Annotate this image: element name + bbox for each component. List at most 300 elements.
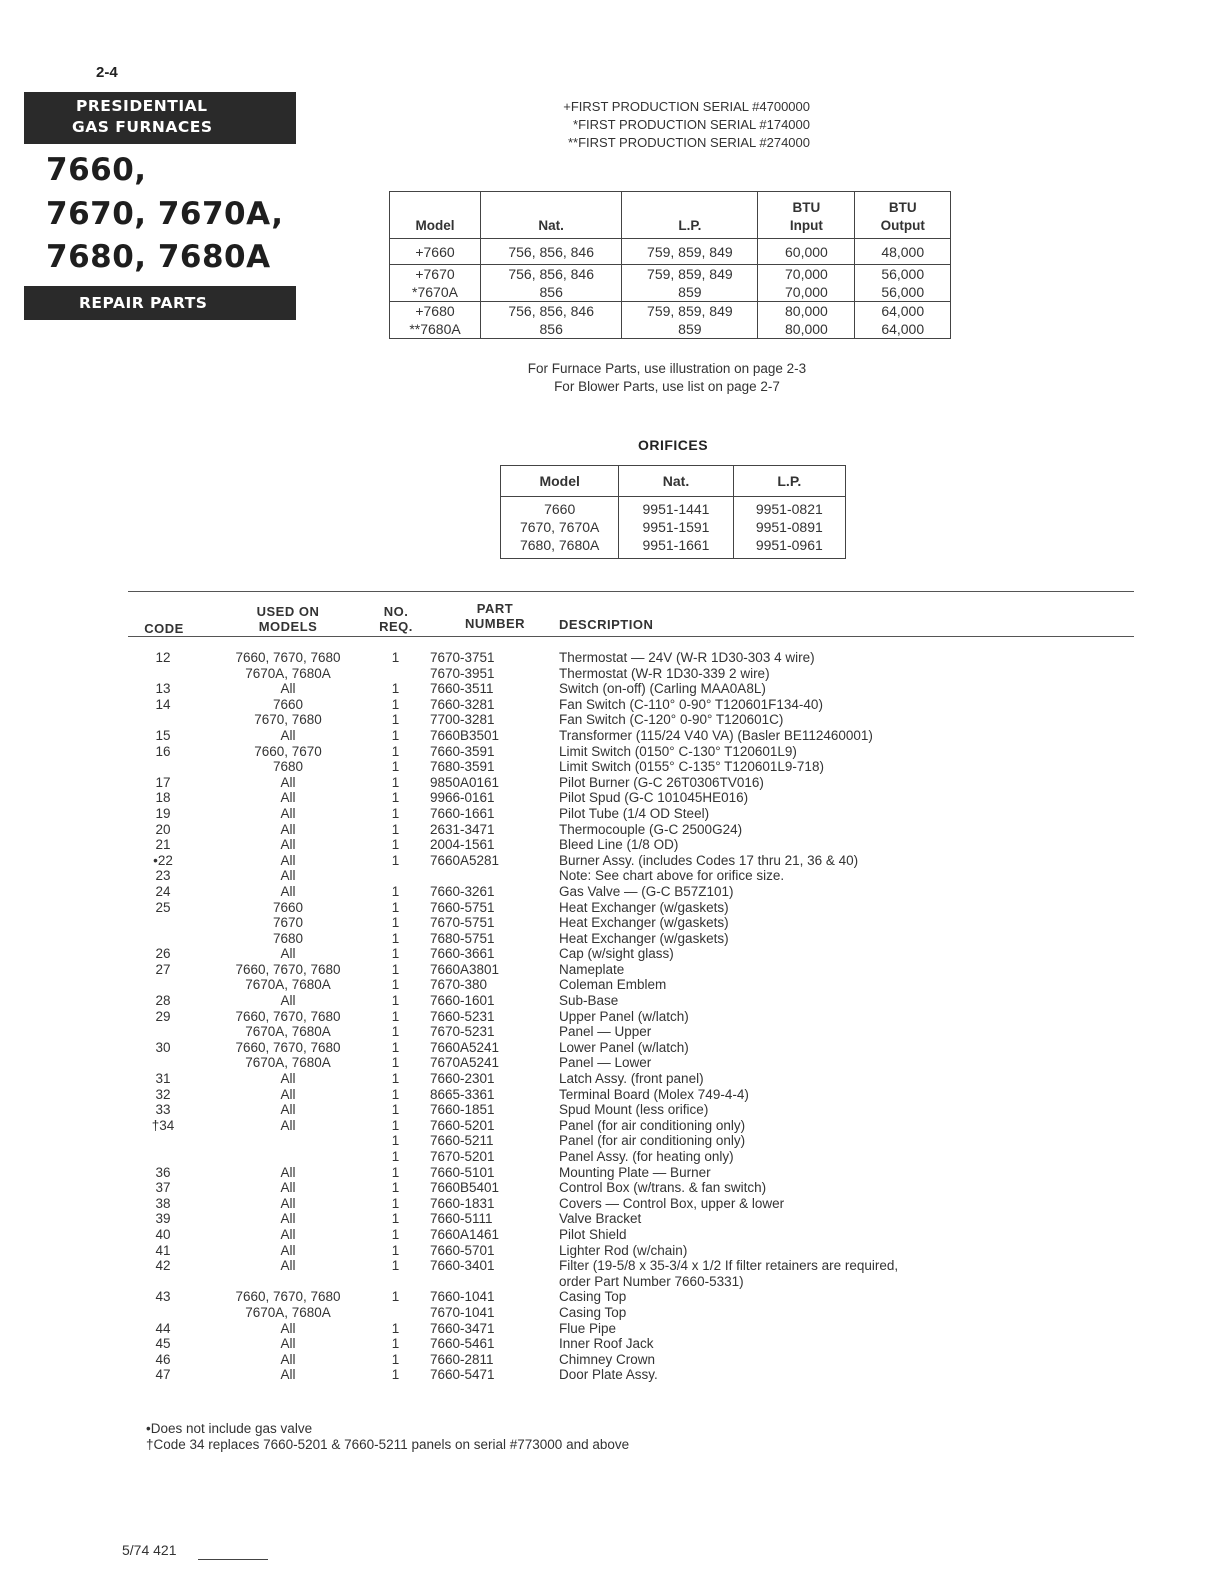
cell-line: 80,000 bbox=[785, 303, 828, 319]
part-used-on: 7670A, 7680A bbox=[245, 1055, 331, 1071]
part-used-on: All bbox=[280, 1164, 296, 1180]
cell-line: 7670, 7670A bbox=[519, 519, 600, 535]
part-used-on: 7660, 7670, 7680 bbox=[235, 961, 341, 977]
part-code: 17 bbox=[155, 774, 171, 790]
part-used-on: 7670A, 7680A bbox=[245, 665, 331, 681]
part-description: Bleed Line (1/8 OD) bbox=[559, 837, 679, 853]
part-number: 7660-3471 bbox=[430, 1320, 495, 1336]
parts-row bbox=[128, 1274, 988, 1290]
part-qty: 1 bbox=[391, 1164, 400, 1180]
parts-row bbox=[128, 1024, 988, 1040]
cell-line: **7680A bbox=[409, 321, 461, 337]
part-description: Heat Exchanger (w/gaskets) bbox=[559, 899, 729, 915]
part-qty: 1 bbox=[391, 805, 400, 821]
part-number: 7660-1831 bbox=[430, 1195, 495, 1211]
part-description: Valve Bracket bbox=[559, 1211, 642, 1227]
part-qty: 1 bbox=[391, 1336, 400, 1352]
part-code: 37 bbox=[155, 1180, 171, 1196]
part-description: Gas Valve — (G-C B57Z101) bbox=[559, 883, 734, 899]
part-qty: 1 bbox=[391, 899, 400, 915]
parts-row bbox=[128, 1211, 988, 1227]
cell-input bbox=[758, 265, 855, 302]
part-description: Coleman Emblem bbox=[559, 977, 667, 993]
part-description: Cap (w/sight glass) bbox=[559, 946, 674, 962]
parts-row bbox=[128, 1196, 988, 1212]
part-number: 7660B3501 bbox=[430, 727, 500, 743]
part-description: Control Box (w/trans. & fan switch) bbox=[559, 1180, 767, 1196]
cell-line: 9951-0821 bbox=[755, 501, 823, 517]
furnace-parts-note bbox=[490, 360, 844, 396]
part-number: 7660-5701 bbox=[430, 1242, 495, 1258]
part-description: Pilot Burner (G-C 26T0306TV016) bbox=[559, 774, 764, 790]
header-nat: Nat. bbox=[481, 192, 622, 239]
part-description: Pilot Tube (1/4 OD Steel) bbox=[559, 805, 710, 821]
part-used-on: 7660, 7670, 7680 bbox=[235, 650, 341, 665]
part-qty: 1 bbox=[391, 1211, 400, 1227]
part-qty: 1 bbox=[391, 1226, 400, 1242]
parts-row bbox=[128, 744, 988, 760]
cell-output bbox=[855, 302, 951, 339]
part-number: 7670-3951 bbox=[430, 665, 495, 681]
part-number: 9966-0161 bbox=[430, 790, 495, 806]
cell-line: 7680, 7680A bbox=[519, 537, 600, 553]
cell-output bbox=[855, 265, 951, 302]
parts-header-description: DESCRIPTION bbox=[559, 617, 654, 632]
part-code: 45 bbox=[155, 1336, 171, 1352]
part-used-on: All bbox=[280, 1367, 296, 1383]
part-code: 43 bbox=[155, 1289, 171, 1305]
part-qty: 1 bbox=[391, 852, 400, 868]
part-code: 31 bbox=[155, 1071, 171, 1087]
cell-nat bbox=[481, 265, 622, 302]
part-qty: 1 bbox=[391, 1008, 400, 1024]
part-description: Fan Switch (C-120° 0-90° T120601C) bbox=[559, 712, 784, 728]
cell-model bbox=[390, 239, 481, 265]
part-code: 25 bbox=[155, 899, 171, 915]
repair-parts-banner: REPAIR PARTS bbox=[24, 286, 296, 320]
parts-row bbox=[128, 1305, 988, 1321]
parts-row bbox=[128, 1321, 988, 1337]
cell-line: 7660 bbox=[544, 501, 576, 517]
part-qty: 1 bbox=[391, 743, 400, 759]
part-number: 7670-380 bbox=[430, 977, 488, 993]
part-number: 7660-2301 bbox=[430, 1071, 495, 1087]
parts-row bbox=[128, 1289, 988, 1305]
part-code: †34 bbox=[151, 1117, 175, 1133]
part-description: Filter (19-5/8 x 35-3/4 x 1/2 If filter retainers are required, bbox=[559, 1258, 899, 1274]
header-btu-input: BTU Input bbox=[758, 192, 855, 239]
parts-row bbox=[128, 1055, 988, 1071]
part-number: 7670-5231 bbox=[430, 1024, 495, 1040]
part-qty: 1 bbox=[391, 696, 400, 712]
part-used-on: All bbox=[280, 681, 296, 697]
part-code: 13 bbox=[155, 681, 171, 697]
part-code: •22 bbox=[153, 852, 173, 868]
part-code: 41 bbox=[155, 1242, 171, 1258]
part-qty: 1 bbox=[391, 930, 400, 946]
cell-line: 856 bbox=[539, 284, 563, 300]
part-description: Burner Assy. (includes Codes 17 thru 21, 36 & 40) bbox=[559, 852, 859, 868]
part-number: 7660-5101 bbox=[430, 1164, 495, 1180]
part-qty: 1 bbox=[391, 759, 400, 775]
parts-row bbox=[128, 946, 988, 962]
part-qty: 1 bbox=[391, 1149, 400, 1164]
cell-line: 859 bbox=[678, 321, 702, 337]
part-code: 28 bbox=[155, 993, 171, 1009]
parts-table-top-rule bbox=[128, 591, 1134, 592]
serial-note: +FIRST PRODUCTION SERIAL #4700000 bbox=[563, 99, 810, 114]
model-table-row bbox=[390, 302, 951, 339]
series-banner bbox=[24, 92, 296, 144]
parts-row bbox=[128, 1165, 988, 1181]
cell-line: 756, 856, 846 bbox=[508, 303, 594, 319]
series-banner-line-2: GAS FURNACES bbox=[72, 118, 213, 136]
part-used-on: All bbox=[280, 1336, 296, 1352]
parts-row bbox=[128, 1102, 988, 1118]
part-description: Pilot Shield bbox=[559, 1226, 627, 1242]
part-used-on: 7670, 7680 bbox=[254, 712, 322, 728]
part-used-on: All bbox=[280, 883, 296, 899]
cell-line: 9951-0891 bbox=[755, 519, 823, 535]
part-qty: 1 bbox=[391, 1086, 400, 1102]
footnote: •Does not include gas valve bbox=[146, 1421, 313, 1436]
part-description: Lower Panel (w/latch) bbox=[559, 1039, 689, 1055]
part-description: Nameplate bbox=[559, 961, 625, 977]
header-btu-output: BTU Output bbox=[855, 192, 951, 239]
parts-row bbox=[128, 1087, 988, 1103]
part-used-on: All bbox=[280, 774, 296, 790]
part-number: 7660-3591 bbox=[430, 743, 495, 759]
parts-row bbox=[128, 728, 988, 744]
part-description: Panel (for air conditioning only) bbox=[559, 1117, 746, 1133]
part-code: 26 bbox=[155, 946, 171, 962]
cell-line: 80,000 bbox=[785, 321, 828, 337]
part-number: 7660A3801 bbox=[430, 961, 500, 977]
parts-row bbox=[128, 1180, 988, 1196]
cell-line: 48,000 bbox=[881, 243, 925, 260]
part-qty: 1 bbox=[391, 1242, 400, 1258]
part-qty: 1 bbox=[391, 1351, 400, 1367]
parts-row bbox=[128, 915, 988, 931]
part-description: Thermocouple (G-C 2500G24) bbox=[559, 821, 743, 837]
part-number: 7660-3401 bbox=[430, 1258, 495, 1274]
part-code: 19 bbox=[155, 805, 171, 821]
part-used-on: All bbox=[280, 946, 296, 962]
cell-line: 60,000 bbox=[785, 243, 828, 260]
part-description: Thermostat (W-R 1D30-339 2 wire) bbox=[559, 665, 770, 681]
part-description: Heat Exchanger (w/gaskets) bbox=[559, 915, 729, 931]
part-used-on: All bbox=[280, 1195, 296, 1211]
parts-table-header-rule bbox=[128, 636, 1134, 637]
parts-header-used-on: USED ON MODELS bbox=[256, 604, 320, 634]
part-used-on: 7670A, 7680A bbox=[245, 977, 331, 993]
part-used-on: 7670 bbox=[272, 915, 304, 931]
part-qty: 1 bbox=[391, 1133, 400, 1149]
cell-line: 56,000 bbox=[881, 266, 925, 282]
model-table-row bbox=[390, 239, 951, 265]
part-number: 7670-5751 bbox=[430, 915, 495, 931]
part-description: Panel — Upper bbox=[559, 1024, 652, 1040]
part-number: 7660-3511 bbox=[430, 681, 494, 697]
part-used-on: All bbox=[280, 1102, 296, 1118]
note-line: For Blower Parts, use list on page 2-7 bbox=[554, 379, 780, 394]
part-number: 7660-5211 bbox=[430, 1133, 494, 1149]
part-number: 9850A0161 bbox=[430, 774, 500, 790]
cell-model bbox=[390, 265, 481, 302]
part-qty: 1 bbox=[391, 1102, 400, 1118]
part-number: 7670-5201 bbox=[430, 1149, 495, 1164]
cell-line: 64,000 bbox=[881, 303, 925, 319]
part-code: 12 bbox=[155, 650, 171, 665]
part-code: 30 bbox=[155, 1039, 171, 1055]
cell-line: 759, 859, 849 bbox=[647, 303, 733, 319]
cell-lp bbox=[622, 302, 758, 339]
part-description: Panel Assy. (for heating only) bbox=[559, 1149, 734, 1164]
parts-row bbox=[128, 759, 988, 775]
part-description: Mounting Plate — Burner bbox=[559, 1164, 711, 1180]
part-qty: 1 bbox=[391, 977, 400, 993]
orifice-nat bbox=[619, 497, 733, 559]
part-code: 23 bbox=[155, 868, 171, 884]
part-code: 29 bbox=[155, 1008, 171, 1024]
cell-line: +7680 bbox=[415, 303, 455, 319]
cell-line: +7670 bbox=[415, 266, 455, 282]
part-description: Sub-Base bbox=[559, 993, 619, 1009]
part-number: 7660-5471 bbox=[430, 1367, 495, 1383]
part-code: 44 bbox=[155, 1320, 171, 1336]
part-code: 27 bbox=[155, 961, 171, 977]
part-used-on: 7660, 7670 bbox=[254, 743, 322, 759]
parts-row bbox=[128, 884, 988, 900]
parts-row bbox=[128, 1040, 988, 1056]
cell-line: 56,000 bbox=[881, 284, 925, 300]
part-qty: 1 bbox=[391, 1039, 400, 1055]
parts-row bbox=[128, 1149, 988, 1165]
part-qty: 1 bbox=[391, 650, 400, 665]
cell-lp bbox=[622, 239, 758, 265]
header-lp: L.P. bbox=[622, 192, 758, 239]
part-code: 39 bbox=[155, 1211, 171, 1227]
parts-row bbox=[128, 1243, 988, 1259]
part-number: 7660-5201 bbox=[430, 1117, 495, 1133]
part-qty: 1 bbox=[391, 883, 400, 899]
cell-line: +7660 bbox=[415, 243, 455, 260]
cell-input bbox=[758, 239, 855, 265]
date-code: 5/74 421 bbox=[122, 1542, 177, 1558]
part-used-on: 7660 bbox=[272, 899, 304, 915]
parts-header-code: CODE bbox=[144, 621, 184, 636]
part-used-on: 7680 bbox=[272, 759, 304, 775]
part-number: 7660-1851 bbox=[430, 1102, 495, 1118]
part-number: 7680-3591 bbox=[430, 759, 495, 775]
part-number: 7660-5461 bbox=[430, 1336, 495, 1352]
part-description: Casing Top bbox=[559, 1304, 627, 1320]
part-description: Spud Mount (less orifice) bbox=[559, 1102, 709, 1118]
part-number: 7660-3661 bbox=[430, 946, 495, 962]
part-code: 18 bbox=[155, 790, 171, 806]
parts-row bbox=[128, 993, 988, 1009]
cell-line: 9951-1591 bbox=[642, 519, 710, 535]
part-description: Panel (for air conditioning only) bbox=[559, 1133, 746, 1149]
part-number: 7660-5751 bbox=[430, 899, 495, 915]
part-number: 7660-1661 bbox=[430, 805, 495, 821]
part-code: 33 bbox=[155, 1102, 171, 1118]
part-qty: 1 bbox=[391, 821, 400, 837]
parts-row bbox=[128, 1227, 988, 1243]
part-code: 16 bbox=[155, 743, 171, 759]
part-used-on: All bbox=[280, 790, 296, 806]
parts-row bbox=[128, 1258, 988, 1274]
model-table bbox=[389, 191, 951, 339]
part-used-on: 7670A, 7680A bbox=[245, 1304, 331, 1320]
parts-row bbox=[128, 681, 988, 697]
part-used-on: All bbox=[280, 1258, 296, 1274]
part-qty: 1 bbox=[391, 712, 400, 728]
part-used-on: 7660 bbox=[272, 696, 304, 712]
part-qty: 1 bbox=[391, 727, 400, 743]
part-number: 7660A5281 bbox=[430, 852, 500, 868]
cell-lp bbox=[622, 265, 758, 302]
footnote: †Code 34 replaces 7660-5201 & 7660-5211 panels on serial #773000 and above bbox=[146, 1436, 630, 1452]
orifice-table-header bbox=[501, 466, 846, 497]
part-description: Inner Roof Jack bbox=[559, 1336, 654, 1352]
part-number: 7660B5401 bbox=[430, 1180, 500, 1196]
part-number: 7660-2811 bbox=[430, 1351, 494, 1367]
part-number: 7660-3281 bbox=[430, 696, 495, 712]
part-used-on: 7660, 7670, 7680 bbox=[235, 1008, 341, 1024]
part-qty: 1 bbox=[391, 1258, 400, 1274]
part-description: Transformer (115/24 V40 VA) (Basler BE112460001) bbox=[559, 727, 873, 743]
parts-row bbox=[128, 650, 988, 666]
part-qty: 1 bbox=[391, 1024, 400, 1040]
part-used-on: 7670A, 7680A bbox=[245, 1024, 331, 1040]
part-description: Limit Switch (0150° C-130° T120601L9) bbox=[559, 743, 797, 759]
parts-header-no-req: NO. REQ. bbox=[379, 604, 413, 634]
parts-row bbox=[128, 1133, 988, 1149]
part-used-on: 7660, 7670, 7680 bbox=[235, 1289, 341, 1305]
part-code: 47 bbox=[155, 1367, 171, 1383]
part-description: Pilot Spud (G-C 101045HE016) bbox=[559, 790, 749, 806]
part-description: Fan Switch (C-110° 0-90° T120601F134-40) bbox=[559, 696, 823, 712]
part-number: 2004-1561 bbox=[430, 837, 495, 853]
part-description: order Part Number 7660-5331) bbox=[559, 1273, 744, 1289]
parts-row bbox=[128, 1009, 988, 1025]
part-used-on: 7680 bbox=[272, 930, 304, 946]
part-used-on: All bbox=[280, 1086, 296, 1102]
orifice-models bbox=[501, 497, 619, 559]
parts-row bbox=[128, 1118, 988, 1134]
model-table-header bbox=[390, 192, 951, 239]
footnotes bbox=[146, 1421, 629, 1452]
cell-line: 759, 859, 849 bbox=[647, 243, 733, 260]
part-number: 2631-3471 bbox=[430, 821, 495, 837]
parts-row bbox=[128, 853, 988, 869]
serial-note: *FIRST PRODUCTION SERIAL #174000 bbox=[573, 117, 810, 132]
parts-row bbox=[128, 868, 988, 884]
part-description: Casing Top bbox=[559, 1289, 627, 1305]
part-description: Chimney Crown bbox=[559, 1351, 656, 1367]
part-qty: 1 bbox=[391, 774, 400, 790]
part-qty: 1 bbox=[391, 837, 400, 853]
part-description: Thermostat — 24V (W-R 1D30-303 4 wire) bbox=[559, 650, 815, 665]
model-title-line-1: 7660, bbox=[46, 152, 147, 188]
model-title-line-3: 7680, 7680A bbox=[46, 239, 271, 275]
part-description: Panel — Lower bbox=[559, 1055, 652, 1071]
part-description: Switch (on-off) (Carling MAA0A8L) bbox=[559, 681, 766, 697]
model-table-row bbox=[390, 265, 951, 302]
cell-nat bbox=[481, 239, 622, 265]
cell-line: 70,000 bbox=[785, 284, 828, 300]
part-number: 7660-1601 bbox=[430, 993, 495, 1009]
part-number: 7660-5111 bbox=[430, 1211, 493, 1227]
serial-note: **FIRST PRODUCTION SERIAL #274000 bbox=[567, 135, 810, 150]
orifice-lp bbox=[733, 497, 845, 559]
part-used-on: All bbox=[280, 1320, 296, 1336]
part-code: 40 bbox=[155, 1226, 171, 1242]
part-qty: 1 bbox=[391, 1071, 400, 1087]
part-used-on: All bbox=[280, 805, 296, 821]
part-used-on: All bbox=[280, 821, 296, 837]
part-qty: 1 bbox=[391, 1117, 400, 1133]
part-used-on: All bbox=[280, 1211, 296, 1227]
part-qty: 1 bbox=[391, 1180, 400, 1196]
note-line: For Furnace Parts, use illustration on page 2-3 bbox=[527, 361, 807, 376]
header-model: Model bbox=[390, 192, 481, 239]
part-description: Upper Panel (w/latch) bbox=[559, 1008, 689, 1024]
cell-line: 756, 856, 846 bbox=[508, 243, 594, 260]
parts-row bbox=[128, 900, 988, 916]
part-code: 14 bbox=[155, 696, 171, 712]
header-lp: L.P. bbox=[733, 466, 845, 497]
part-used-on: All bbox=[280, 1117, 296, 1133]
header-model: Model bbox=[501, 466, 619, 497]
part-used-on: 7660, 7670, 7680 bbox=[235, 1039, 341, 1055]
part-code: 15 bbox=[155, 727, 171, 743]
part-number: 7660A1461 bbox=[430, 1226, 500, 1242]
part-code: 36 bbox=[155, 1164, 171, 1180]
part-number: 7660-1041 bbox=[430, 1289, 495, 1305]
series-banner-line-1: PRESIDENTIAL bbox=[76, 97, 208, 115]
part-used-on: All bbox=[280, 837, 296, 853]
part-description: Covers — Control Box, upper & lower bbox=[559, 1195, 785, 1211]
part-description: Note: See chart above for orifice size. bbox=[559, 868, 785, 884]
cell-nat bbox=[481, 302, 622, 339]
date-underline bbox=[198, 1559, 268, 1560]
part-used-on: All bbox=[280, 852, 296, 868]
part-qty: 1 bbox=[391, 681, 400, 697]
part-number: 7660-5231 bbox=[430, 1008, 495, 1024]
cell-line: 9951-1441 bbox=[642, 501, 710, 517]
parts-row bbox=[128, 1352, 988, 1368]
part-code: 32 bbox=[155, 1086, 171, 1102]
part-qty: 1 bbox=[391, 1367, 400, 1383]
page-number: 2-4 bbox=[96, 64, 118, 81]
cell-input bbox=[758, 302, 855, 339]
part-description: Flue Pipe bbox=[559, 1320, 617, 1336]
part-number: 7670-1041 bbox=[430, 1304, 495, 1320]
cell-line: 64,000 bbox=[881, 321, 925, 337]
part-code: 20 bbox=[155, 821, 171, 837]
cell-line: 859 bbox=[678, 284, 702, 300]
part-qty: 1 bbox=[391, 1289, 400, 1305]
part-description: Heat Exchanger (w/gaskets) bbox=[559, 930, 729, 946]
part-description: Limit Switch (0155° C-135° T120601L9-718) bbox=[559, 759, 824, 775]
parts-row bbox=[128, 806, 988, 822]
part-number: 7660-3261 bbox=[430, 883, 495, 899]
cell-line: 9951-0961 bbox=[755, 537, 823, 553]
cell-line: 70,000 bbox=[785, 266, 828, 282]
part-used-on: All bbox=[280, 1180, 296, 1196]
